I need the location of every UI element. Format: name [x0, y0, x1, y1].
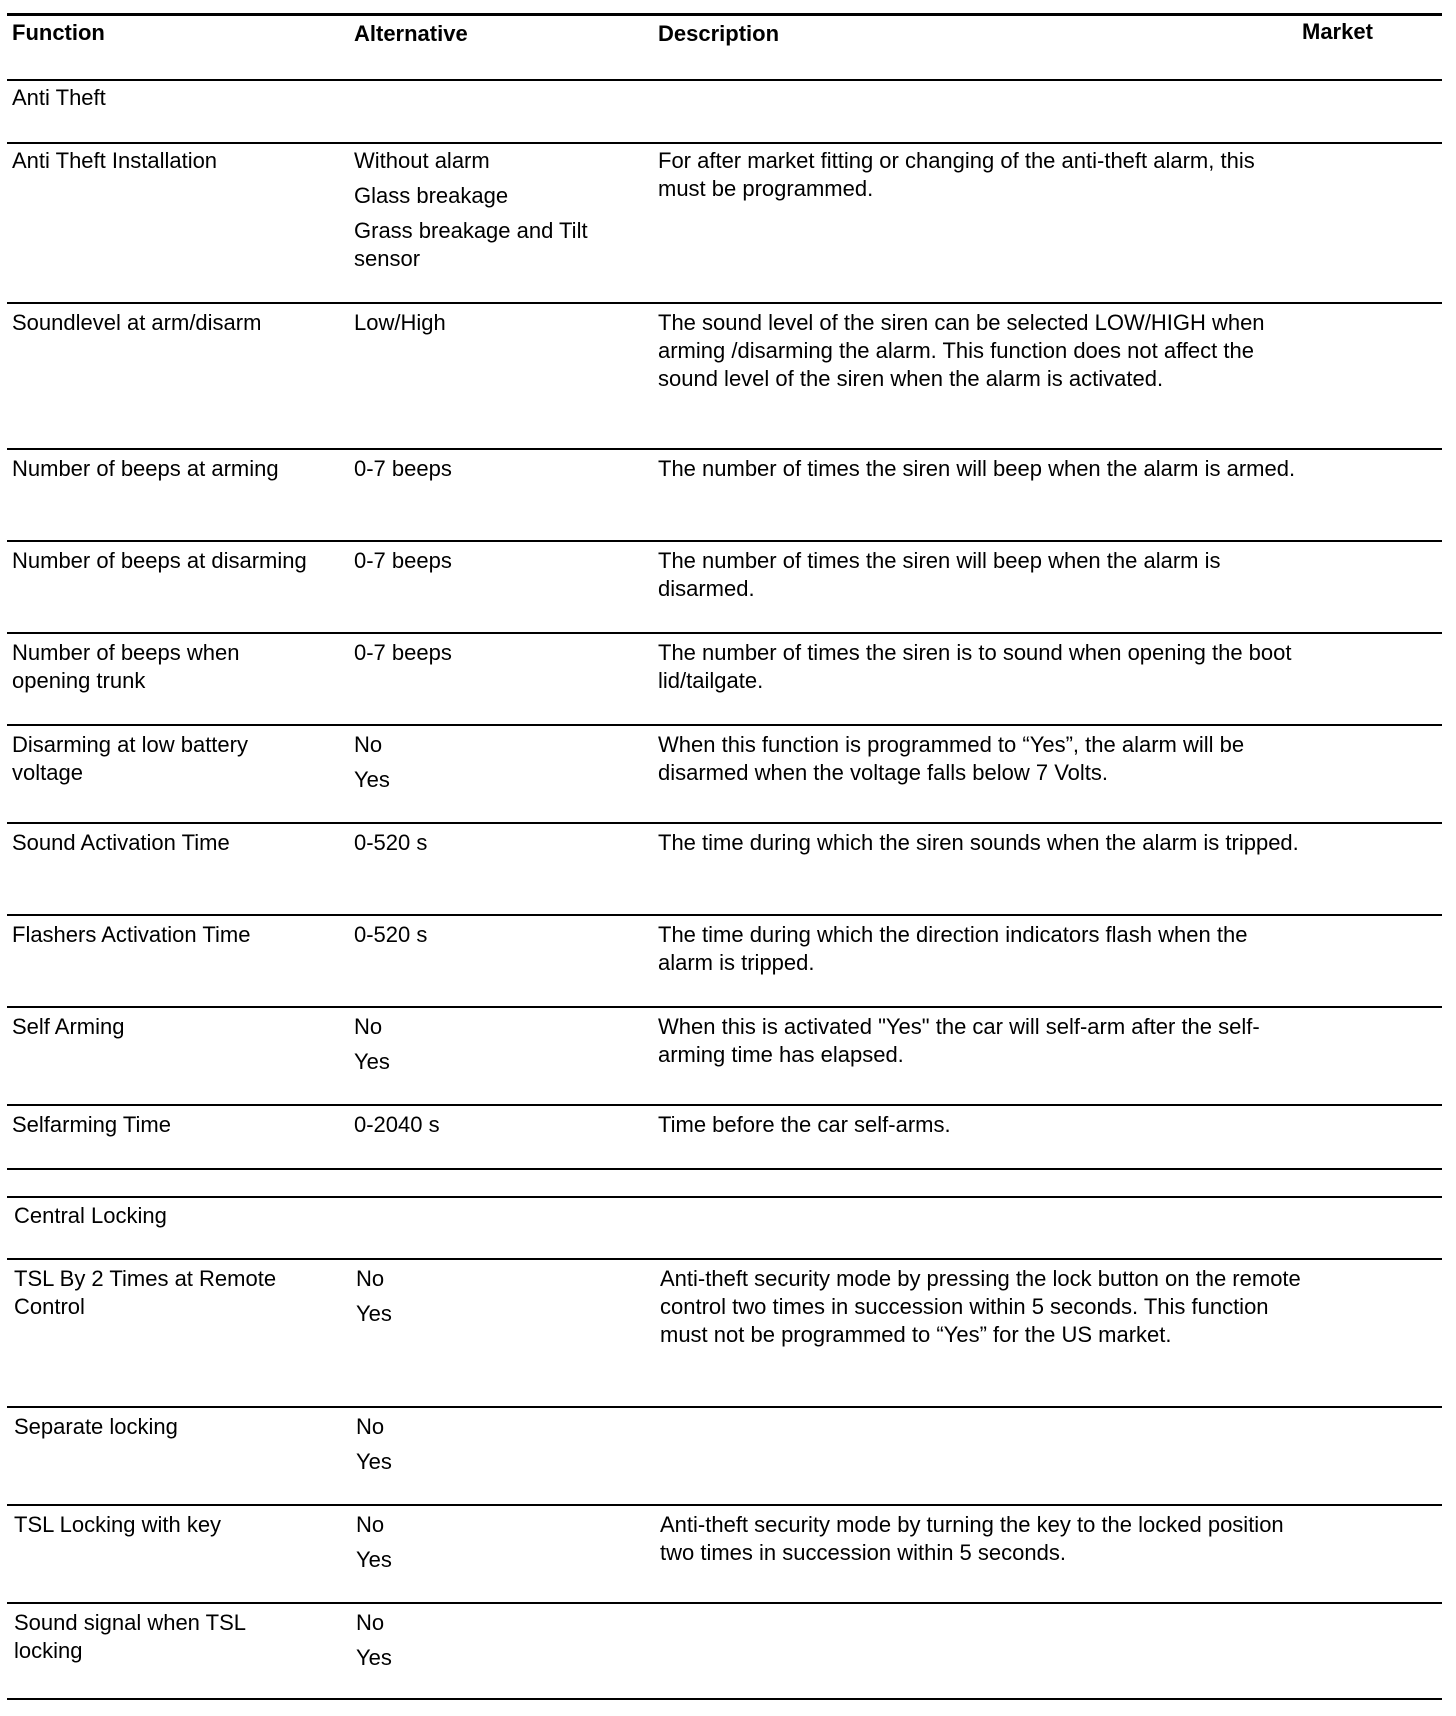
row-rule: [7, 914, 1442, 916]
alternative-item: Yes: [356, 1547, 392, 1572]
row-description: The time during which the direction indicators flash when the alarm is tripped.: [658, 922, 1248, 975]
row-alternatives: [356, 1265, 646, 1335]
alternative-item: No: [354, 1014, 383, 1039]
row-alternatives: [354, 921, 644, 956]
row-description: Anti-theft security mode by turning the key to the locked position two times in succession within 5 seconds.: [660, 1512, 1284, 1565]
row-alternatives: [354, 455, 644, 490]
row-rule: [7, 142, 1442, 144]
row-rule: [7, 632, 1442, 634]
row-alternatives: [354, 147, 644, 273]
alternative-item: Yes: [356, 1645, 392, 1670]
section-title-central-locking: Central Locking: [14, 1203, 167, 1228]
row-rule: [7, 448, 1442, 450]
alternative-item: 0-520 s: [354, 830, 428, 855]
alternative-item: 0-7 beeps: [354, 640, 452, 665]
top-rule: [7, 13, 1442, 16]
row-function: Sound Activation Time: [12, 830, 230, 855]
row-function: Self Arming: [12, 1014, 125, 1039]
row-rule: [7, 540, 1442, 542]
row-rule: [7, 1104, 1442, 1106]
alternative-item: No: [356, 1512, 385, 1537]
alternative-item: No: [356, 1266, 385, 1291]
header-market: Market: [1302, 19, 1373, 44]
row-description: The number of times the siren is to sound when opening the boot lid/tailgate.: [658, 640, 1292, 693]
alternative-item: Glass breakage: [354, 183, 509, 208]
row-rule: [7, 1006, 1442, 1008]
row-rule: [7, 1602, 1442, 1604]
row-function: TSL Locking with key: [14, 1512, 222, 1537]
row-description: Anti-theft security mode by pressing the lock button on the remote control two times in succession within 5 seconds. This function must not be programmed to “Yes” for the US market.: [660, 1266, 1301, 1347]
row-description: The time during which the siren sounds when the alarm is tripped.: [658, 830, 1299, 855]
alternative-item: Yes: [354, 1049, 390, 1074]
row-function: Number of beeps at arming: [12, 456, 279, 481]
row-description: When this function is programmed to “Yes”, the alarm will be disarmed when the voltage falls below 7 Volts.: [658, 732, 1245, 785]
row-rule: [7, 822, 1442, 824]
alternative-item: 0-520 s: [354, 922, 428, 947]
row-function: Soundlevel at arm/disarm: [12, 310, 262, 335]
alternative-item: Low/High: [354, 310, 446, 335]
row-function: Disarming at low battery voltage: [12, 732, 248, 785]
row-function: Separate locking: [14, 1414, 178, 1439]
row-function: TSL By 2 Times at Remote Control: [14, 1266, 277, 1319]
row-function: Selfarming Time: [12, 1112, 171, 1137]
row-description: When this is activated "Yes" the car will self-arm after the self-arming time has elapsed.: [658, 1014, 1260, 1067]
row-description: The number of times the siren will beep when the alarm is disarmed.: [658, 548, 1221, 601]
section-start-rule: [7, 1196, 1442, 1198]
row-description: For after market fitting or changing of the anti-theft alarm, this must be programmed.: [658, 148, 1255, 201]
row-alternatives: [356, 1413, 646, 1483]
header-rule: [7, 79, 1442, 81]
alternative-item: 0-7 beeps: [354, 456, 452, 481]
row-alternatives: [354, 547, 644, 582]
row-alternatives: [354, 829, 644, 864]
bottom-rule: [7, 1698, 1442, 1700]
row-alternatives: [354, 639, 644, 674]
header-function: Function: [12, 20, 105, 45]
header-alternative: Alternative: [354, 21, 468, 46]
alternative-item: Without alarm: [354, 148, 490, 173]
row-rule: [7, 302, 1442, 304]
row-function: Sound signal when TSL locking: [14, 1610, 246, 1663]
row-description: The sound level of the siren can be selected LOW/HIGH when arming /disarming the alarm. This function does not affect the sound level of the siren when the alarm is activated.: [658, 310, 1265, 391]
row-rule: [7, 1258, 1442, 1260]
alternative-item: Yes: [356, 1301, 392, 1326]
row-description: Time before the car self-arms.: [658, 1112, 951, 1137]
section-title-anti-theft: Anti Theft: [12, 85, 106, 110]
alternative-item: No: [356, 1610, 385, 1635]
row-rule: [7, 724, 1442, 726]
row-alternatives: [356, 1609, 646, 1679]
alternative-item: Grass breakage and Tilt sensor: [354, 218, 588, 271]
row-function: Number of beeps when opening trunk: [12, 640, 240, 693]
row-function: Flashers Activation Time: [12, 922, 251, 947]
section-end-rule: [7, 1168, 1442, 1170]
alternative-item: No: [356, 1414, 385, 1439]
row-description: The number of times the siren will beep when the alarm is armed.: [658, 456, 1296, 481]
row-alternatives: [356, 1511, 646, 1581]
alternative-item: 0-7 beeps: [354, 548, 452, 573]
row-alternatives: [354, 1013, 644, 1083]
alternative-item: No: [354, 732, 383, 757]
header-description: Description: [658, 21, 780, 46]
alternative-item: 0-2040 s: [354, 1112, 440, 1137]
row-function: Anti Theft Installation: [12, 148, 218, 173]
row-alternatives: [354, 309, 644, 344]
row-alternatives: [354, 731, 644, 801]
row-rule: [7, 1504, 1442, 1506]
alternative-item: Yes: [354, 767, 390, 792]
row-rule: [7, 1406, 1442, 1408]
row-alternatives: [354, 1111, 644, 1146]
alternative-item: Yes: [356, 1449, 392, 1474]
row-function: Number of beeps at disarming: [12, 548, 307, 573]
